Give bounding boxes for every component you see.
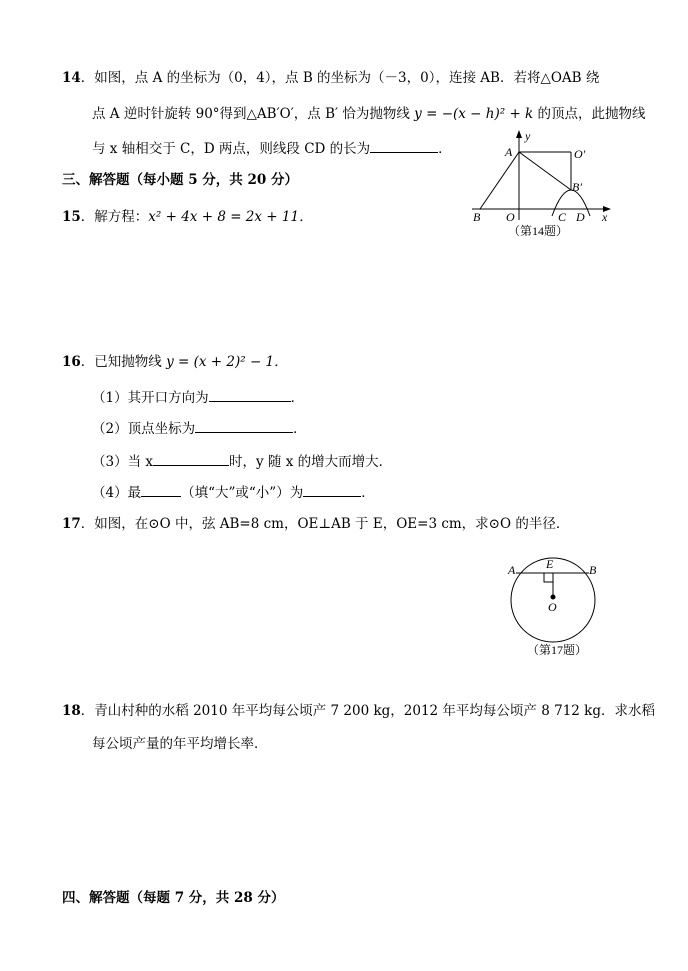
q17-text: ．如图，在⊙O 中，弦 AB=8 cm，OE⊥AB 于 E，OE=3 cm，求⊙O 的半径． <box>80 516 570 532</box>
q18-number: 18 <box>62 703 81 719</box>
fig14-label-B-prime: B′ <box>572 180 582 194</box>
q16-sub2 <box>92 417 307 437</box>
fig17-label-B: B <box>589 563 597 577</box>
fig17-caption: （第17题） <box>527 643 588 657</box>
q14-line3a: 与 x 轴相交于 C，D 两点，则线段 CD 的长为 <box>92 141 371 157</box>
q16-formula: y = (x + 2)² − 1． <box>166 354 288 370</box>
q16-sub2-blank[interactable] <box>195 418 293 433</box>
q16-sub2-end: ． <box>293 421 307 437</box>
q16-number: 16 <box>62 354 81 370</box>
q18-line2: 每公顷产量的年平均增长率． <box>92 736 268 752</box>
fig14-label-C: C <box>558 210 567 224</box>
q18-line1 <box>62 699 655 719</box>
fig14-label-y: y <box>525 129 531 143</box>
fig14-label-O: O <box>506 210 515 224</box>
figure-14 <box>466 128 616 240</box>
q16-sub4-text: （4）最 <box>92 485 142 501</box>
q14-line1-text: ．如图，点 A 的坐标为（0，4），点 B 的坐标为（－3，0），连接 AB．若将△OAB 绕 <box>80 70 600 86</box>
q16-sub3 <box>92 450 392 470</box>
q14-answer-blank[interactable] <box>370 138 438 153</box>
fig14-label-A: A <box>505 145 513 159</box>
q16-sub4-blank1[interactable] <box>141 482 181 497</box>
section4-title: 四、解答题（每题 7 分，共 28 分） <box>62 890 285 906</box>
q16-sub1-blank[interactable] <box>209 387 291 402</box>
q14-line3 <box>92 137 452 157</box>
q14-line2 <box>92 102 646 122</box>
q14-line1 <box>62 66 599 86</box>
q17-number: 17 <box>62 516 81 532</box>
fig14-label-D: D <box>576 210 585 224</box>
fig14-label-O-prime: O′ <box>574 147 586 161</box>
q15-text: ．解方程： <box>80 209 149 225</box>
fig14-label-B: B <box>473 210 481 224</box>
q16-sub3-end: 时，y 随 x 的增大而增大． <box>229 454 393 470</box>
q16-sub4-mid: （填“大”或“小”）为 <box>181 485 304 501</box>
q14-formula: y = −(x − h)² + k <box>414 106 534 122</box>
q14-line3b: ． <box>438 141 452 157</box>
q18-line1-text: ．青山村种的水稻 2010 年平均每公顷产 7 200 kg，2012 年平均每公顷产 8 712 kg．求水稻 <box>80 703 655 719</box>
fig17-label-A: A <box>508 563 516 577</box>
q16-sub1 <box>92 386 304 406</box>
fig17-label-O: O <box>548 600 557 614</box>
fig14-segment-AB-prime <box>519 152 571 190</box>
fig17-center-dot <box>551 595 556 600</box>
q15 <box>62 205 313 225</box>
q15-equation: x² + 4x + 8 = 2x + 11． <box>148 209 313 225</box>
q14-number: 14 <box>62 70 81 86</box>
q16-sub3-blank[interactable] <box>153 451 229 466</box>
q16-sub1-end: ． <box>290 390 305 406</box>
q14-line2a: 点 A 逆时针旋转 90°得到△AB′O′，点 B′ 恰为抛物线 <box>92 106 415 122</box>
fig14-caption: （第14题） <box>508 224 569 238</box>
fig17-right-angle-mark <box>544 573 553 582</box>
fig14-segment-AB <box>480 152 519 209</box>
q16-sub2-text: （2）顶点坐标为 <box>92 421 196 437</box>
q14-line2b: 的顶点，此抛物线 <box>533 106 646 122</box>
q15-number: 15 <box>62 209 81 225</box>
q16-sub4-blank2[interactable] <box>303 482 361 497</box>
q16-text: ．已知抛物线 <box>80 354 167 370</box>
q16-sub4 <box>92 481 375 501</box>
q16 <box>62 350 288 370</box>
q17 <box>62 512 569 532</box>
fig14-label-x: x <box>602 210 608 224</box>
fig17-label-E: E <box>546 557 554 571</box>
figure-17 <box>502 552 608 660</box>
q16-sub3-text: （3）当 x <box>92 454 153 470</box>
section3-title: 三、解答题（每小题 5 分，共 20 分） <box>62 172 298 188</box>
fig14-y-arrow-icon <box>516 130 522 138</box>
q16-sub1-text: （1）其开口方向为 <box>92 390 209 406</box>
q16-sub4-end: ． <box>361 485 375 501</box>
